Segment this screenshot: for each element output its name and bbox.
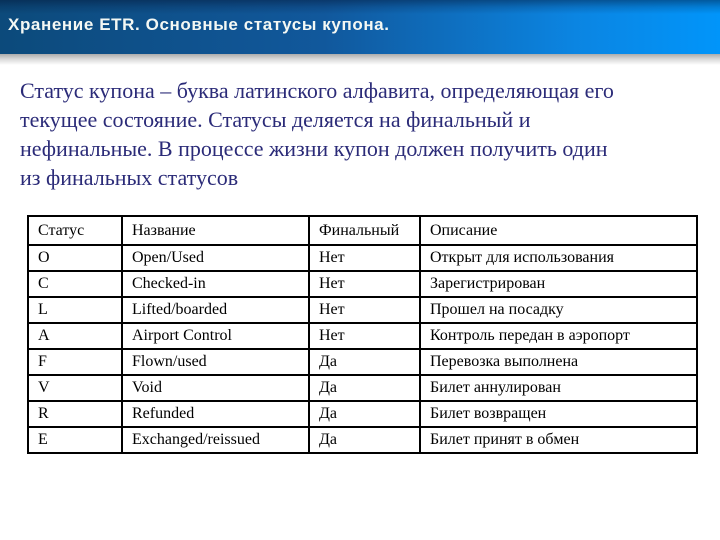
table-row [28, 375, 697, 401]
intro-paragraph [20, 76, 710, 192]
cell-description: Зарегистрирован [420, 271, 697, 297]
table-row [28, 427, 697, 453]
intro-line: Статус купона – буква латинского алфавита, определяющая его [20, 78, 614, 103]
cell-description: Открыт для использования [420, 245, 697, 271]
coupon-status-table [27, 215, 698, 454]
cell-name: Lifted/boarded [122, 297, 309, 323]
cell-status: A [28, 323, 122, 349]
cell-name: Flown/used [122, 349, 309, 375]
cell-status: V [28, 375, 122, 401]
column-header-final: Финальный [309, 216, 420, 245]
cell-description: Билет возвращен [420, 401, 697, 427]
cell-status: F [28, 349, 122, 375]
column-header-status: Статус [28, 216, 122, 245]
cell-name: Exchanged/reissued [122, 427, 309, 453]
column-header-description: Описание [420, 216, 697, 245]
cell-status: C [28, 271, 122, 297]
cell-status: E [28, 427, 122, 453]
slide-title-bar [0, 0, 720, 54]
intro-line: из финальных статусов [20, 165, 239, 190]
table-row [28, 323, 697, 349]
cell-status: L [28, 297, 122, 323]
cell-final: Да [309, 427, 420, 453]
title-bar-shadow [0, 54, 720, 65]
cell-name: Airport Control [122, 323, 309, 349]
cell-final: Нет [309, 297, 420, 323]
cell-status: O [28, 245, 122, 271]
cell-final: Нет [309, 245, 420, 271]
cell-description: Контроль передан в аэропорт [420, 323, 697, 349]
table-row [28, 349, 697, 375]
cell-final: Нет [309, 323, 420, 349]
cell-description: Билет аннулирован [420, 375, 697, 401]
cell-final: Да [309, 375, 420, 401]
cell-name: Refunded [122, 401, 309, 427]
table-row [28, 401, 697, 427]
table-row [28, 271, 697, 297]
cell-description: Перевозка выполнена [420, 349, 697, 375]
intro-line: нефинальные. В процессе жизни купон должен получить один [20, 136, 608, 161]
cell-final: Нет [309, 271, 420, 297]
intro-line: текущее состояние. Статусы деляется на финальный и [20, 107, 531, 132]
cell-description: Прошел на посадку [420, 297, 697, 323]
slide-title: Хранение ETR. Основные статусы купона. [8, 15, 390, 34]
table-header-row [28, 216, 697, 245]
column-header-name: Название [122, 216, 309, 245]
cell-name: Open/Used [122, 245, 309, 271]
table-row [28, 297, 697, 323]
cell-final: Да [309, 349, 420, 375]
cell-description: Билет принят в обмен [420, 427, 697, 453]
cell-final: Да [309, 401, 420, 427]
cell-name: Void [122, 375, 309, 401]
cell-name: Checked-in [122, 271, 309, 297]
table-row [28, 245, 697, 271]
cell-status: R [28, 401, 122, 427]
